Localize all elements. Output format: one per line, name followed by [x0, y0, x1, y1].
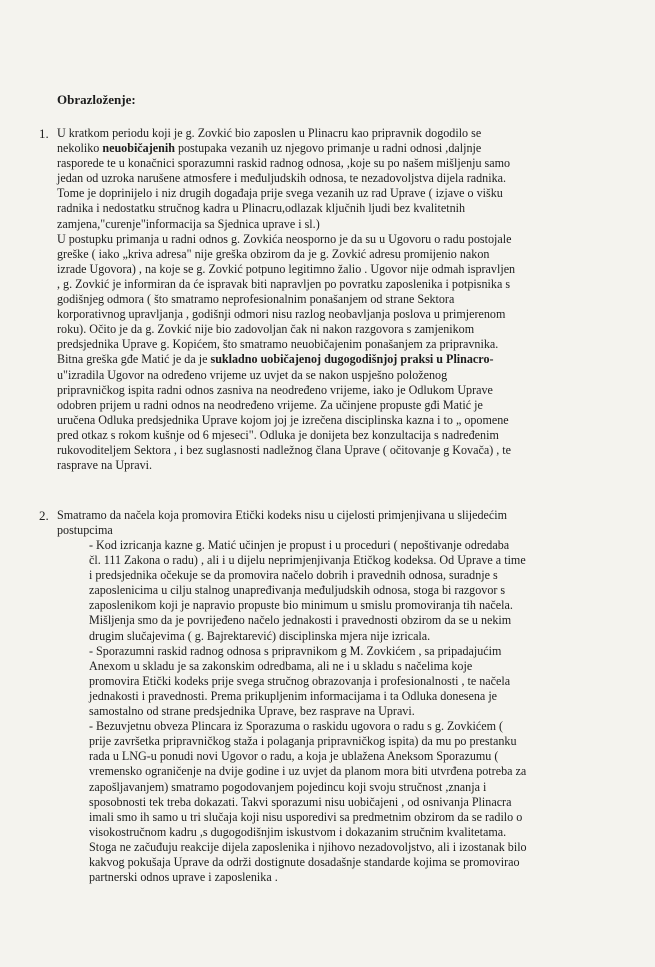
item-2-text	[57, 508, 507, 538]
subitem-line: Anexom u skladu je sa zakonskim odredbama, ali ne i u skladu s načelima koje	[89, 658, 473, 673]
text-line: greške ( iako „kriva adresa" nije greška obzirom da je g. Zovkić adresu promijenio nakon	[57, 246, 490, 261]
text-line: roku). Očito je da g. Zovkić nije bio zadovoljan čak ni nakon razgovora s zamjenikom	[57, 322, 475, 337]
text-line: pripravničkog ispita radni odnos zasniva na neodređeno vrijeme, iako je Odlukom Uprave	[57, 382, 493, 397]
subitem-line: i predsjednika očekuje se da promovira načelo dobrih i pravednih odnosa, suradnje s	[89, 568, 498, 583]
subitem-line: čl. 111 Zakona o radu) , ali i u dijelu neprimjenjivanja Etičkog kodeksa. Od Uprave a time	[89, 553, 526, 568]
subitem-line: rada u LNG-u ponudi novi Ugovor o radu, a koja je ublažena Aneksom Sporazumu (	[89, 749, 499, 764]
item-2-subitems	[89, 538, 527, 885]
text-line: uručena Odluka predsjednika Uprave kojom joj je izrečena disciplinska kazna i to „ opomene	[57, 412, 509, 427]
document-title: Obrazloženje:	[57, 92, 136, 107]
subitem-line: imali smo ih samo u tri slučaja koji nisu usporedivi sa predmetnim obzirom da se radilo o	[89, 809, 523, 824]
text-line: Smatramo da načela koja promovira Etički kodeks nisu u cijelosti primjenjivana u slijedećim	[57, 508, 508, 522]
subitem-line: samostalno od strane predsjednika Uprave, bez rasprave na Upravi.	[89, 704, 415, 719]
text-line: Tome je doprinijelo i niz drugih događaja prije svega vezanih uz rad Uprave ( izjave o višku	[57, 186, 503, 201]
text-line: U postupku primanja u radni odnos g. Zovkića neosporno je da su u Ugovoru o radu postojale	[57, 231, 512, 246]
subitem-line: sposobnosti tek treba dokazati. Takvi sporazumi nisu uobičajeni , od osnivanja Plinacra	[89, 794, 512, 809]
item-2-number: 2.	[39, 508, 49, 523]
subitem-line: - Bezuvjetnu obveza Plincara iz Sporazuma o raskidu ugovora o radu s g. Zovkićem (	[89, 719, 504, 734]
text-line: odobren prijem u radni odnos na neodređeno vrijeme. Za učinjene propuste gđi Matić je	[57, 397, 483, 412]
text-line: predsjednika Uprave g. Kopićem, što smatramo neuobičajenim ponašanjem za pripravnika.	[57, 337, 499, 352]
subitem-line: zapošljavanjem) smatramo pogodovanjem pojedincu koji svoju stručnost ,znanja i	[89, 779, 487, 794]
text-line: nekoliko neuobičajenih postupaka vezanih uz njegovo primanje u radni odnosi ,daljnje	[57, 141, 482, 156]
subitem-line: partnerski odnos uprave i zaposlenika .	[89, 870, 278, 885]
item-1-text	[57, 126, 515, 473]
subitem-line: promovira Etički kodeks prije svega stručnog obrazovanja i profesionalnosti , te načela	[89, 673, 511, 688]
text-line: jedan od uzroka narušene atmosfere i međuljudskih odnosa, te nezadovoljstva dijela radnika.	[57, 171, 507, 186]
subitem-line: Mišljenja smo da je povrijeđeno načelo jednakosti i pravednosti obzirom da se u nekim	[89, 613, 512, 628]
subitem-line: kakvog pokušaja Uprave da održi dostignute dosadašnje standarde kojima se promovirao	[89, 854, 520, 869]
subitem-line: jednakosti i pravednosti. Prema prikupljenim informacijama i ta Odluka donesena je	[89, 688, 498, 703]
text-line: godišnjeg odmora ( što smatramo neprofesionalnim ponašanjem od strane Sektora	[57, 292, 455, 307]
subitem-line: drugim slučajevima ( g. Bajrektarević) disciplinska mjera nije izricala.	[89, 628, 431, 643]
subitem-line: Stoga ne začuđuju reakcije dijela zaposlenika i njihovo nezadovoljstvo, ali i izostanak bilo	[89, 839, 527, 854]
text-line: Bitna greška gđe Matić je da je sukladno uobičajenoj dugogodišnjoj praksi u Plinacro-	[57, 352, 494, 367]
subitem-line: - Kod izricanja kazne g. Matić učinjen je propust i u proceduri ( nepoštivanje odredaba	[89, 538, 510, 552]
text-line: postupcima	[57, 523, 113, 538]
text-line: korporativnog upravljanja , godišnji odmori nisu razlog neobavljanja poslova u primjerenom	[57, 307, 506, 322]
text-line: u"izradila Ugovor na određeno vrijeme uz uvjet da se nakon uspješno položenog	[57, 367, 448, 382]
text-line: U kratkom periodu koji je g. Zovkić bio zaposlen u Plinacru kao pripravnik dogodilo se	[57, 126, 482, 140]
text-line: rukovoditeljem Sektora , i bez suglasnosti nadležnog člana Uprave ( očitovanje g Kovača) , te	[57, 442, 512, 457]
text-line: radnika i nedostatku stručnog kadra u Plinacru,odlazak ključnih ljudi bez kvalitetnih	[57, 201, 466, 216]
item-1-number: 1.	[39, 126, 49, 141]
subitem-line: - Sporazumni raskid radnog odnosa s pripravnikom g M. Zovkićem , sa pripadajućim	[89, 643, 502, 658]
subitem-line: visokostručnom kadru ,s dugogodišnjim iskustvom i dokazanim stručnim kvalitetama.	[89, 824, 507, 839]
subitem-line: prije završetka pripravničkog staža i polaganja pripravničkog ispita) da mu po prestanku	[89, 734, 517, 749]
text-line: pred otkaz s rokom kušnje od 6 mjeseci". Odluka je donijeta bez konzultacija s nadređenim	[57, 427, 499, 442]
subitem-line: zaposlenicima u cilju stalnog unapređivanja međuljudskih odnosa, stoga bi razgovor s	[89, 583, 506, 598]
text-line: zamjena,"curenje"informacija sa Sjednica uprave i sl.)	[57, 216, 320, 231]
text-line: rasporede te u konačnici sporazumni raskid radnog odnosa, ,koje su po našem mišljenju samo	[57, 156, 511, 171]
subitem-line: zaposlenikom koji je napravio propuste bio minimum u smislu promoviranja tih načela.	[89, 598, 513, 613]
text-line: rasprave na Upravi.	[57, 458, 153, 473]
subitem-line: vremensko ograničenje na dvije godine i uz uvjet da planom mora biti utvrđena potreba za	[89, 764, 527, 779]
text-line: , g. Zovkić je informiran da će ispravak biti napravljen po povratku zaposlenika i potpisnika s	[57, 276, 511, 291]
text-line: izrade Ugovora) , na koje se g. Zovkić potpuno legitimno žalio . Ugovor nije odmah ispravljen	[57, 261, 516, 276]
